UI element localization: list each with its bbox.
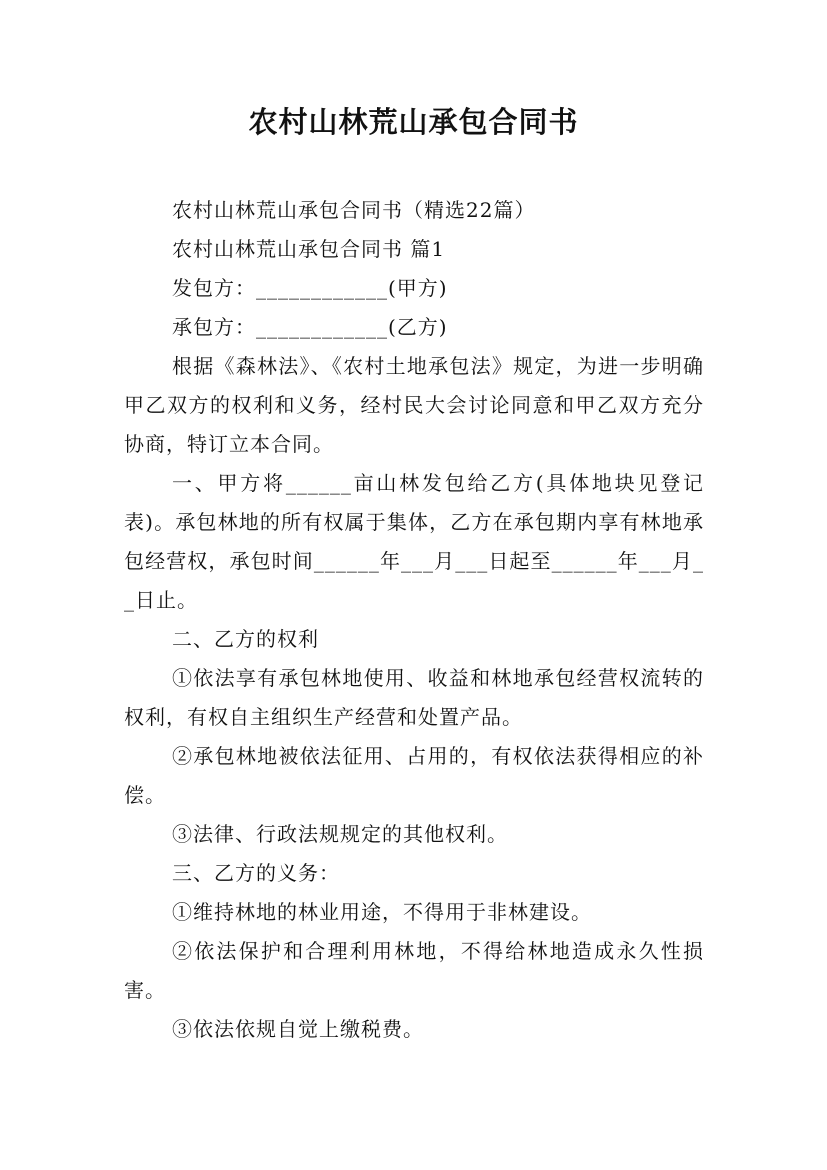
paragraph-duty-1: ①维持林地的林业用途，不得用于非林建设。 bbox=[172, 900, 592, 924]
paragraph-preamble: 根据《森林法》、《农村土地承包法》规定，为进一步明确甲乙双方的权利和义务，经村民大会讨论同意和甲乙双方充分协商，特订立本合同。 bbox=[124, 354, 704, 456]
document-body bbox=[124, 191, 704, 1049]
document-title: 农村山林荒山承包合同书 bbox=[248, 105, 579, 139]
paragraph-right-2: ②承包林地被依法征用、占用的，有权依法获得相应的补偿。 bbox=[124, 744, 704, 807]
paragraph-clause-3-heading: 三、乙方的义务： bbox=[172, 861, 340, 885]
paragraph-subtitle: 农村山林荒山承包合同书（精选22篇） bbox=[172, 198, 536, 222]
paragraph-duty-3: ③依法依规自觉上缴税费。 bbox=[172, 1017, 424, 1041]
paragraph-party-b: 承包方：____________(乙方) bbox=[172, 315, 448, 339]
paragraph-party-a: 发包方：____________(甲方) bbox=[172, 276, 448, 300]
paragraph-clause-1: 一、甲方将______亩山林发包给乙方(具体地块见登记表)。承包林地的所有权属于集体，乙方在承包期内享有林地承包经营权，承包时间______年___月___日起至______年___月__日止。 bbox=[124, 471, 704, 612]
paragraph-clause-2-heading: 二、乙方的权利 bbox=[172, 627, 319, 651]
paragraph-right-3: ③法律、行政法规规定的其他权利。 bbox=[172, 822, 508, 846]
paragraph-section-heading: 农村山林荒山承包合同书 篇1 bbox=[172, 237, 446, 261]
paragraph-duty-2: ②依法保护和合理利用林地，不得给林地造成永久性损害。 bbox=[124, 939, 704, 1002]
paragraph-right-1: ①依法享有承包林地使用、收益和林地承包经营权流转的权利，有权自主组织生产经营和处置产品。 bbox=[124, 666, 704, 729]
